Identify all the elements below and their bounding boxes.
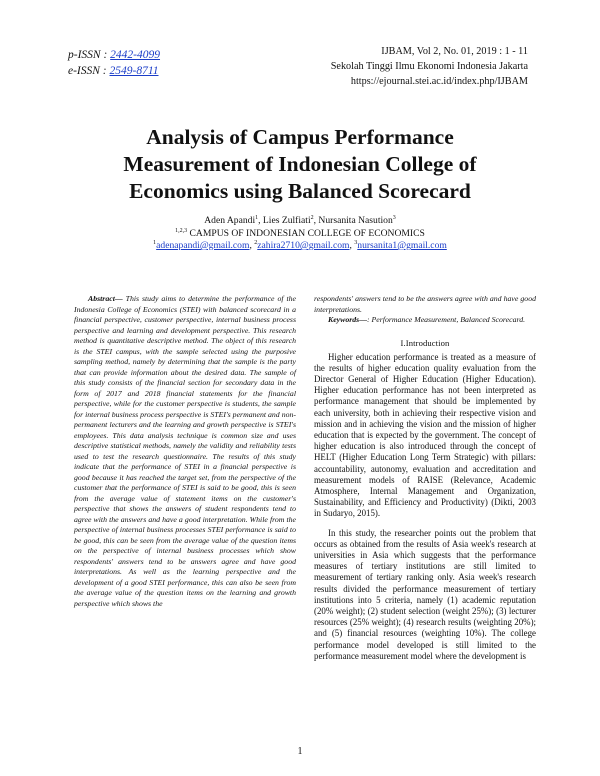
abstract xyxy=(74,294,296,609)
issn-block xyxy=(68,47,160,79)
email-1-link[interactable]: adenapandi@gmail.com xyxy=(156,240,250,251)
title-line-1: Analysis of Campus Performance xyxy=(146,125,454,149)
institution-line: Sekolah Tinggi Ilmu Ekonomi Indonesia Jakarta xyxy=(330,61,528,72)
abstract-continuation: respondents' answers tend to be the answers agree with and have good interpretations. xyxy=(314,294,536,314)
journal-line: IJBAM, Vol 2, No. 01, 2019 : 1 - 11 xyxy=(381,46,528,57)
author-1: Aden Apandi xyxy=(204,215,256,226)
pissn-link[interactable]: 2442-4099 xyxy=(110,49,161,61)
author-1-sup: 1 xyxy=(255,214,259,221)
eissn-line xyxy=(68,63,160,79)
email-2-sup: 2 xyxy=(254,239,258,246)
abstract-text: This study aims to determine the performance of the Indonesia College of Economics (STEI) with balanced scorecard in a financial perspective, customer perspective, internal business process perspective and learning and development perspective. This research method is quantitative descriptive method. The object of this research is the STEI campus, with the sample selected using the purposive sampling method, namely by determining that the sample is the party that can provide information about the desired data. The sample of this study consists of the financial section for secondary data in the form of 2017 and 2018 financial statements for the financial perspective, while for the customer perspective is students, the sample for internal business process perspective is STEI's permanent and non-permanent lecturers and the learning and growth perspective is STEI's employees. This data analysis technique is common size and uses descriptive statistical methods, namely the validity and reliability tests used to test the research questionnaire. The results of this study indicate that the performance of STEI in a financial perspective is good because it has reached the target set, from the perspective of the customer that the performance of STEI is said to be good, this is seen from the average value of statement items on the customer's perspective that shows the answers of student respondents tend to agree with the answers and have a good interpretation. While from the perspective of internal business processes STEI performance is said to be good, this can be seen from the average value of the question items on the perspective of internal business processes which show respondents' answers tend to be answers agree and have good interpretations. As well as the learning perspective and the development of a good STEI performance, this can also be seen from the average value of the question items on the learning and growth perspective which shows the xyxy=(74,294,296,608)
email-3-link[interactable]: nursanita1@gmail.com xyxy=(357,240,447,251)
section-title: Introduction xyxy=(405,337,450,348)
email-2-link[interactable]: zahira2710@gmail.com xyxy=(257,240,350,251)
email-sep-1: , xyxy=(249,240,255,251)
left-column xyxy=(74,294,296,609)
eissn-label: e-ISSN : xyxy=(68,65,110,77)
email-3-sup: 3 xyxy=(354,239,358,246)
pissn-line xyxy=(68,47,160,63)
keywords-text: : Performance Measurement, Balanced Scorecard. xyxy=(367,315,526,324)
author-2: Lies Zulfiati xyxy=(262,215,311,226)
author-sep-1: , xyxy=(258,215,263,226)
intro-paragraph-2: In this study, the researcher points out the problem that occurs as obtained from the results of Asia week's research at universities in Asia which suggests that the performance measures of tertiary institutions are still limited to measurement of tertiary ranking only. Asia week's research results divided the performance measurement of tertiary institutions into 5 criteria, namely (1) academic reputation (20% weight); (2) student selection (weight 25%); (3) lecturer resources (25% weight); (4) research results (weighting 20%); and (5) financial resources (weighting 10%). The college performance model developed is still limited to the performance measurement model where the development is xyxy=(314,527,536,661)
section-heading-introduction xyxy=(314,338,536,348)
affiliation-sup: 1,2,3 xyxy=(175,227,188,234)
title-line-3: Economics using Balanced Scorecard xyxy=(129,179,471,203)
keywords-label: Keywords— xyxy=(328,315,367,324)
author-2-sup: 2 xyxy=(310,214,314,221)
email-sep-2: , xyxy=(349,240,355,251)
journal-url: https://ejournal.stei.ac.id/index.php/IJBAM xyxy=(350,76,528,87)
pissn-label: p-ISSN : xyxy=(68,49,111,61)
abstract-label: Abstract— xyxy=(88,294,123,303)
author-names xyxy=(60,215,540,228)
journal-info xyxy=(331,44,528,89)
section-number: I. xyxy=(400,337,406,348)
title-line-2: Measurement of Indonesian College of xyxy=(123,152,477,176)
author-emails xyxy=(60,240,540,253)
author-block xyxy=(60,215,540,253)
author-3-sup: 3 xyxy=(392,214,396,221)
page-number: 1 xyxy=(297,746,303,757)
keywords xyxy=(314,315,536,326)
affiliation-text: CAMPUS OF INDONESIAN COLLEGE OF ECONOMICS xyxy=(187,227,425,239)
paper-title xyxy=(60,124,540,205)
right-column xyxy=(314,294,536,670)
eissn-link[interactable]: 2549-8711 xyxy=(109,65,159,77)
affiliation xyxy=(60,228,540,241)
email-1-sup: 1 xyxy=(153,239,157,246)
author-3: Nursanita Nasution xyxy=(318,215,393,226)
intro-paragraph-1: Higher education performance is treated as a measure of the results of higher education quality evaluation from the Director General of Higher Education (Higher Education). Higher education performance has not been interpreted as performance management that should be implemented by each university, both in achieving their respective vision and mission and in achieving the vision and the mission of higher education that is expected by the government. The concept of higher education is also introduced through the concept of HELT (Higher Education Long Term Strategic) with pillars: accountability, autonomy, evaluation and accreditation and measurement models of RAISE (Relevance, Academic Atmosphere, Internal Management and Organization, Sustainability, and Efficiency and Productivity) (Dikti, 2003 in Sudaryo, 2015). xyxy=(314,351,536,519)
author-sep-2: , xyxy=(313,215,319,226)
